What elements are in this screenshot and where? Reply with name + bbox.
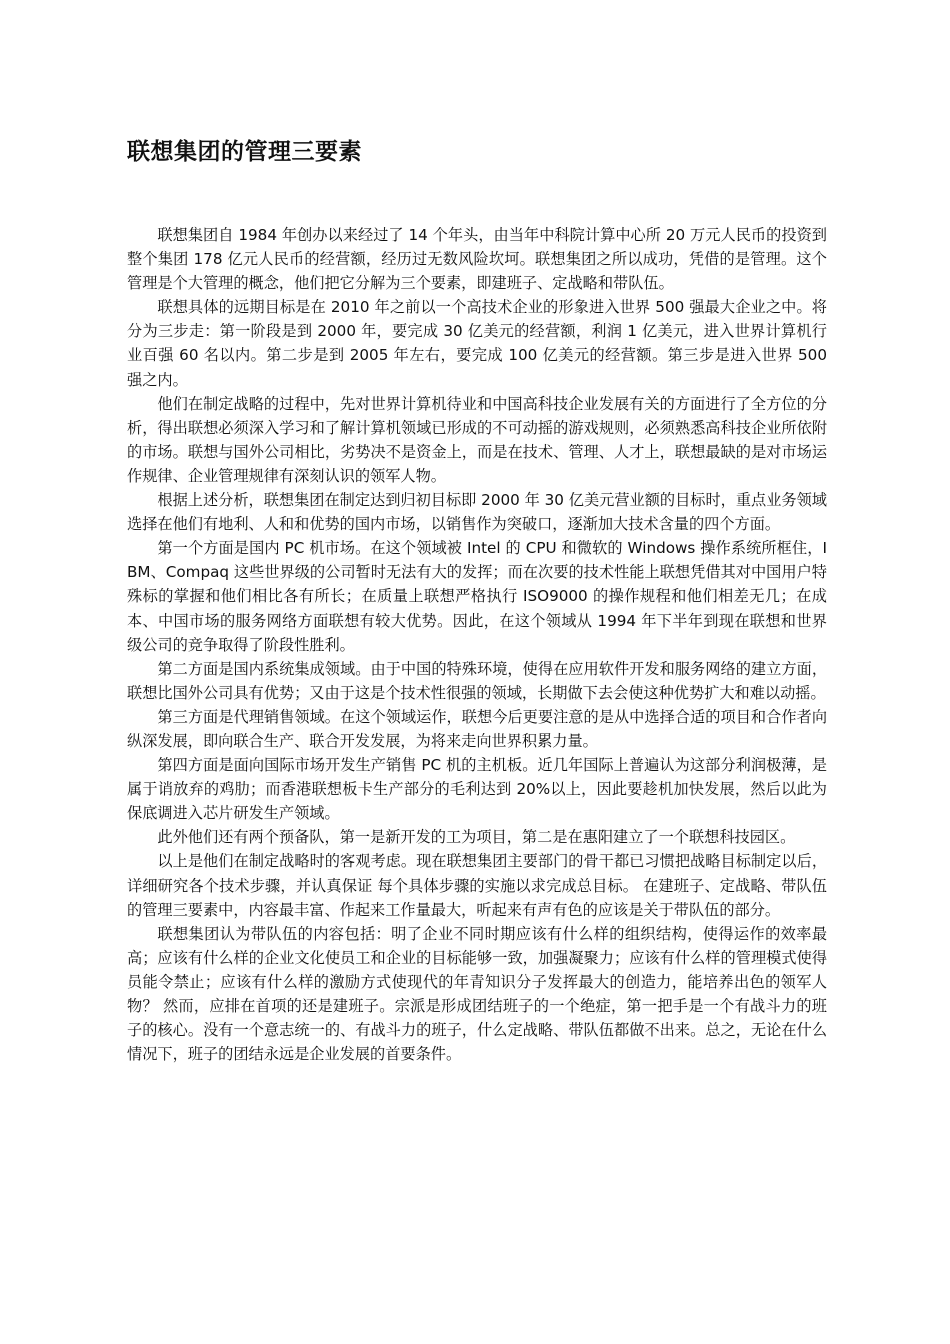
paragraph-7: 第三方面是代理销售领域。在这个领域运作，联想今后更要注意的是从中选择合适的项目和合作者向纵深发展，即向联合生产、联合开发发展，为将来走向世界积累力量。	[127, 707, 827, 750]
document-title: 联想集团的管理三要素	[127, 139, 362, 165]
paragraph-1: 联想集团自 1984 年创办以来经过了 14 个年头，由当年中科院计算中心所 20 万元人民币的投资到整个集团 178 亿元人民币的经营额，经历过无数风险坎坷。联想集团之所以成功，凭借的是管理。这个管理是个大管理的概念，他们把它分解为三个要素，即建班子、定战略和带队伍。	[127, 226, 827, 293]
paragraph-9: 此外他们还有两个预备队，第一是新开发的工为项目，第二是在惠阳建立了一个联想科技园区。	[157, 828, 796, 847]
paragraph-8: 第四方面是面向国际市场开发生产销售 PC 机的主机板。近几年国际上普遍认为这部分利润极薄，是属于诮放弃的鸡肋；而香港联想板卡生产部分的毛利达到 20%以上，因此要趁机加快发展，然后以此为保底调进入芯片研发生产领域。	[127, 756, 827, 823]
paragraph-4: 根据上述分析，联想集团在制定达到归初目标即 2000 年 30 亿美元营业额的目标时，重点业务领域选择在他们有地利、人和和优势的国内市场，以销售作为突破口，逐渐加大技术含量的四个方面。	[127, 491, 827, 534]
paragraph-11: 联想集团认为带队伍的内容包括：明了企业不同时期应该有什么样的组织结构，使得运作的效率最高；应该有什么样的企业文化使员工和企业的目标能够一致，加强凝聚力；应该有什么样的管理模式使得员能令禁止；应该有什么样的激励方式使现代的年青知识分子发挥最大的创造力，能培养出色的领军人物？ 然而，应排在首项的还是建班子。宗派是形成团结班子的一个绝症，第一把手是一个有战斗力的班子的核心。没有一个意志统一的、有战斗力的班子，什么定战略、带队伍都做不出来。总之，无论在什么情况下，班子的团结永远是企业发展的首要条件。	[127, 924, 827, 1064]
document-body	[127, 223, 827, 1066]
paragraph-6: 第二方面是国内系统集成领域。由于中国的特殊环境，使得在应用软件开发和服务网络的建立方面，联想比国外公司具有优势；又由于这是个技术性很强的领域，长期做下去会使这种优势扩大和难以动摇。	[127, 659, 827, 702]
paragraph-3: 他们在制定战略的过程中，先对世界计算机待业和中国高科技企业发展有关的方面进行了全方位的分析，得出联想必须深入学习和了解计算机领域已形成的不可动摇的游戏规则，必须熟悉高科技企业所依附的市场。联想与国外公司相比，劣势决不是资金上，而是在技术、管理、人才上，联想最缺的是对市场运作规律、企业管理规律有深刻认识的领军人物。	[127, 394, 827, 485]
paragraph-5: 第一个方面是国内 PC 机市场。在这个领域被 Intel 的 CPU 和微软的 Windows 操作系统所框住，IBM、Compaq 这些世界级的公司暂时无法有大的发挥；而在次要的技术性能上联想凭借其对中国用户特殊标的掌握和他们相比各有所长；在质量上联想严格执行 ISO9000 的操作规程和他们相差无几；在成本、中国市场的服务网络方面联想有较大优势。因此，在这个领域从 1994 年下半年到现在联想和世界级公司的竞争取得了阶段性胜利。	[127, 539, 827, 654]
paragraph-10: 以上是他们在制定战略时的客观考虑。现在联想集团主要部门的骨干都已习惯把战略目标制定以后，详细研究各个技术步骤，并认真保证 每个具体步骤的实施以求完成总目标。 在建班子、定战略、带队伍的管理三要素中，内容最丰富、作起来工作量最大，听起来有声有色的应该是关于带队伍的部分。	[127, 852, 827, 919]
paragraph-2: 联想具体的远期目标是在 2010 年之前以一个高技术企业的形象进入世界 500 强最大企业之中。将分为三步走：第一阶段是到 2000 年，要完成 30 亿美元的经营额，利润 1 亿美元，进入世界计算机行业百强 60 名以内。第二步是到 2005 年左右，要完成 100 亿美元的经营额。第三步是进入世界 500 强之内。	[127, 298, 827, 389]
